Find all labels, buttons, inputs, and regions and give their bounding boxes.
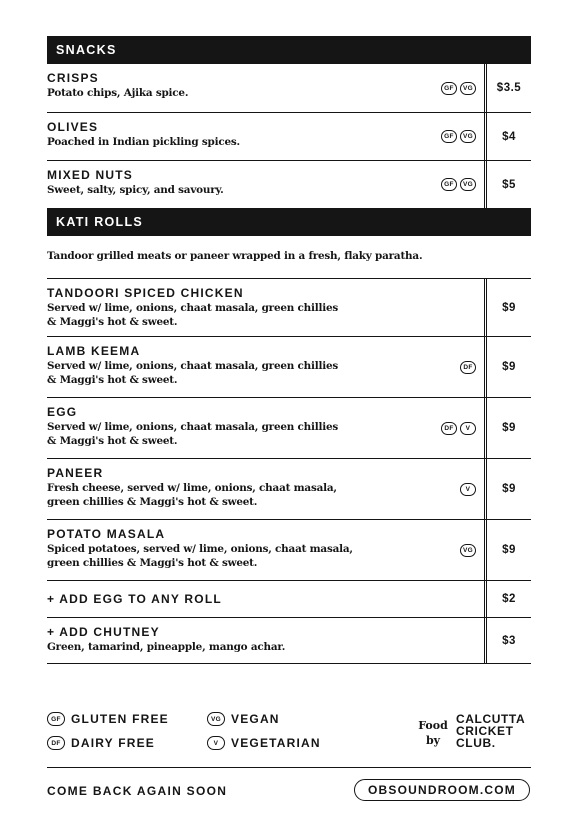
item-name: + ADD EGG TO ANY ROLL (47, 592, 222, 606)
food-by-label: Food by (418, 719, 448, 747)
vegan-icon: VG (460, 82, 476, 95)
item-price: $9 (484, 459, 531, 519)
legend-vegetarian (207, 736, 321, 750)
section-intro (47, 236, 531, 279)
item-price: $9 (484, 279, 531, 336)
legend-label: VEGETARIAN (231, 736, 321, 750)
item-description: Spiced potatoes, served w/ lime, onions, chaat masala, green chillies & Maggi's hot & sweet. (47, 543, 353, 569)
item-price: $2 (484, 581, 531, 617)
item-description: Poached in Indian pickling spices. (47, 136, 240, 148)
legend-label: VEGAN (231, 712, 280, 726)
vegan-icon: VG (207, 712, 225, 726)
item-name: TANDOORI SPICED CHICKEN (47, 286, 244, 300)
gluten-free-icon: GF (441, 178, 457, 191)
vegan-icon: VG (460, 544, 476, 557)
item-name: LAMB KEEMA (47, 344, 141, 358)
item-description: Fresh cheese, served w/ lime, onions, chaat masala, green chillies & Maggi's hot & sweet. (47, 482, 337, 508)
item-description: Served w/ lime, onions, chaat masala, green chillies & Maggi's hot & sweet. (47, 302, 339, 328)
item-description: Served w/ lime, onions, chaat masala, green chillies & Maggi's hot & sweet. (47, 421, 339, 447)
item-name: PANEER (47, 466, 104, 480)
item-description: Sweet, salty, spicy, and savoury. (47, 184, 224, 196)
menu (47, 36, 531, 664)
calcutta-cricket-club-logo: CALCUTTA CRICKET CLUB. (456, 712, 526, 750)
dairy-free-icon: DF (460, 361, 476, 374)
item-description: Potato chips, Ajika spice. (47, 87, 189, 99)
vegan-icon: VG (460, 178, 476, 191)
dairy-free-icon: DF (441, 422, 457, 435)
vegan-icon: VG (460, 130, 476, 143)
gluten-free-icon: GF (441, 130, 457, 143)
diet-badges (460, 337, 476, 397)
diet-badges (460, 459, 476, 519)
item-name: CRISPS (47, 71, 99, 85)
dairy-free-icon: DF (47, 736, 65, 750)
menu-item-add-egg (47, 581, 531, 618)
item-name: OLIVES (47, 120, 99, 134)
item-price: $5 (484, 161, 531, 208)
section-header-kati-rolls: KATI ROLLS (47, 208, 531, 236)
menu-item-potato-masala (47, 520, 531, 581)
section-header-snacks: SNACKS (47, 36, 531, 64)
menu-item-crisps (47, 64, 531, 113)
menu-item-mixed-nuts (47, 161, 531, 208)
legend-label: GLUTEN FREE (71, 712, 169, 726)
menu-item-lamb-keema (47, 337, 531, 398)
menu-item-egg (47, 398, 531, 459)
item-price: $9 (484, 337, 531, 397)
footer-divider (47, 767, 531, 768)
diet-badges (441, 398, 476, 458)
vegetarian-icon: V (460, 483, 476, 496)
vegetarian-icon: V (460, 422, 476, 435)
vegetarian-icon: V (207, 736, 225, 750)
diet-badges (460, 520, 476, 580)
item-name: POTATO MASALA (47, 527, 166, 541)
legend-dairy-free (47, 736, 155, 750)
section-intro-text: Tandoor grilled meats or paneer wrapped in a fresh, flaky paratha. (47, 250, 423, 262)
diet-badges (441, 113, 476, 160)
menu-item-add-chutney (47, 618, 531, 664)
footer-tagline: COME BACK AGAIN SOON (47, 784, 228, 798)
legend-gluten-free (47, 712, 169, 726)
item-price: $3.5 (484, 64, 531, 112)
item-price: $9 (484, 398, 531, 458)
menu-item-olives (47, 113, 531, 161)
diet-badges (441, 64, 476, 112)
gluten-free-icon: GF (441, 82, 457, 95)
item-name: + ADD CHUTNEY (47, 625, 160, 639)
menu-item-tandoori-spiced-chicken (47, 279, 531, 337)
item-description: Served w/ lime, onions, chaat masala, green chillies & Maggi's hot & sweet. (47, 360, 339, 386)
menu-item-paneer (47, 459, 531, 520)
item-price: $9 (484, 520, 531, 580)
gluten-free-icon: GF (47, 712, 65, 726)
legend-vegan (207, 712, 280, 726)
diet-badges (441, 161, 476, 208)
item-price: $4 (484, 113, 531, 160)
item-name: EGG (47, 405, 78, 419)
item-price: $3 (484, 618, 531, 663)
item-description: Green, tamarind, pineapple, mango achar. (47, 641, 286, 653)
website-link[interactable]: OBSOUNDROOM.COM (354, 779, 530, 801)
legend-label: DAIRY FREE (71, 736, 156, 750)
item-name: MIXED NUTS (47, 168, 134, 182)
